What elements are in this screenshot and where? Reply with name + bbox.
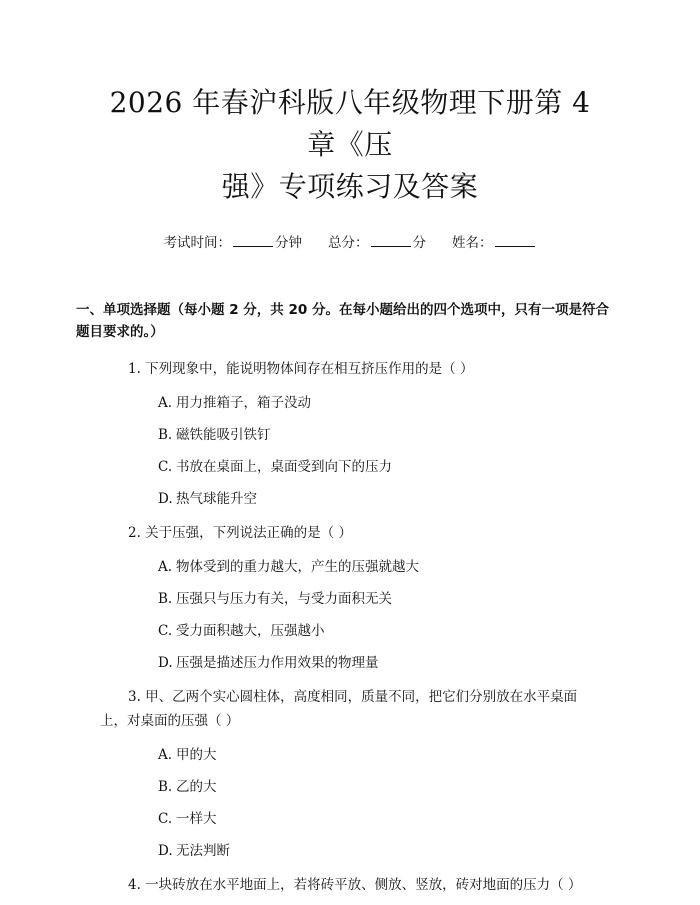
- option-a: [158, 393, 604, 413]
- option-text: 受力面积越大，压强越小: [176, 623, 325, 639]
- option-letter: D.: [158, 491, 173, 507]
- question-stem: 1. 下列现象中，能说明物体间存在相互挤压作用的是（ ）: [128, 361, 474, 377]
- option-letter: C.: [158, 623, 173, 639]
- option-list: [96, 745, 604, 861]
- total-score-unit: 分: [412, 235, 426, 251]
- option-text: 一样大: [176, 811, 217, 827]
- total-score-label: 总分：: [328, 235, 369, 251]
- option-c: [158, 621, 604, 641]
- question-2: [96, 521, 604, 673]
- exam-time-blank: [233, 232, 273, 247]
- title-line-1: 2026 年春沪科版八年级物理下册第 4 章《压: [109, 86, 591, 161]
- option-text: 无法判断: [176, 843, 230, 859]
- option-text: 书放在桌面上，桌面受到向下的压力: [176, 459, 392, 475]
- option-d: [158, 489, 604, 509]
- option-text: 压强是描述压力作用效果的物理量: [176, 655, 379, 671]
- option-c: [158, 457, 604, 477]
- question-4: [96, 873, 604, 897]
- option-text: 热气球能升空: [176, 491, 257, 507]
- option-text: 压强只与压力有关，与受力面积无关: [176, 591, 392, 607]
- option-b: [158, 777, 604, 797]
- total-score-field: [328, 232, 426, 253]
- option-letter: D.: [158, 843, 173, 859]
- option-d: [158, 841, 604, 861]
- option-b: [158, 425, 604, 445]
- option-letter: A.: [158, 559, 173, 575]
- option-b: [158, 589, 604, 609]
- option-c: [158, 809, 604, 829]
- name-field: [452, 232, 537, 253]
- exam-time-label: 考试时间：: [163, 235, 231, 251]
- exam-info-line: [96, 232, 604, 253]
- option-a: [158, 745, 604, 765]
- option-text: 磁铁能吸引铁钉: [176, 427, 271, 443]
- option-letter: C.: [158, 459, 173, 475]
- total-score-blank: [371, 232, 411, 247]
- question-stem: 2. 关于压强，下列说法正确的是（ ）: [128, 525, 352, 541]
- option-text: 物体受到的重力越大，产生的压强就越大: [176, 559, 419, 575]
- option-a: [158, 557, 604, 577]
- question-stem: 3. 甲、乙两个实心圆柱体，高度相同，质量不同，把它们分别放在水平桌面上，对桌面的压强（ ）: [100, 689, 578, 729]
- section-heading-single-choice: 一、单项选择题（每小题 2 分，共 20 分。在每小题给出的四个选项中，只有一项是符合题目要求的。）: [76, 302, 609, 340]
- option-letter: C.: [158, 811, 173, 827]
- option-letter: D.: [158, 655, 173, 671]
- option-list: [96, 557, 604, 673]
- option-letter: A.: [158, 747, 173, 763]
- option-text: 甲的大: [176, 747, 217, 763]
- option-letter: B.: [158, 591, 173, 607]
- question-1: [96, 357, 604, 509]
- name-blank: [495, 232, 535, 247]
- title-line-2: 强》专项练习及答案: [221, 170, 479, 203]
- question-3: [96, 685, 604, 861]
- option-d: [158, 653, 604, 673]
- option-text: 乙的大: [176, 779, 217, 795]
- option-list: [96, 393, 604, 509]
- name-label: 姓名：: [452, 235, 493, 251]
- exam-time-unit: 分钟: [275, 235, 302, 251]
- option-text: 用力推箱子，箱子没动: [176, 395, 311, 411]
- option-letter: A.: [158, 395, 173, 411]
- question-stem: 4. 一块砖放在水平地面上，若将砖平放、侧放、竖放，砖对地面的压力（ ）: [128, 877, 582, 893]
- option-letter: B.: [158, 427, 173, 443]
- exam-time-field: [164, 232, 303, 253]
- option-letter: B.: [158, 779, 173, 795]
- document-title: [96, 0, 604, 208]
